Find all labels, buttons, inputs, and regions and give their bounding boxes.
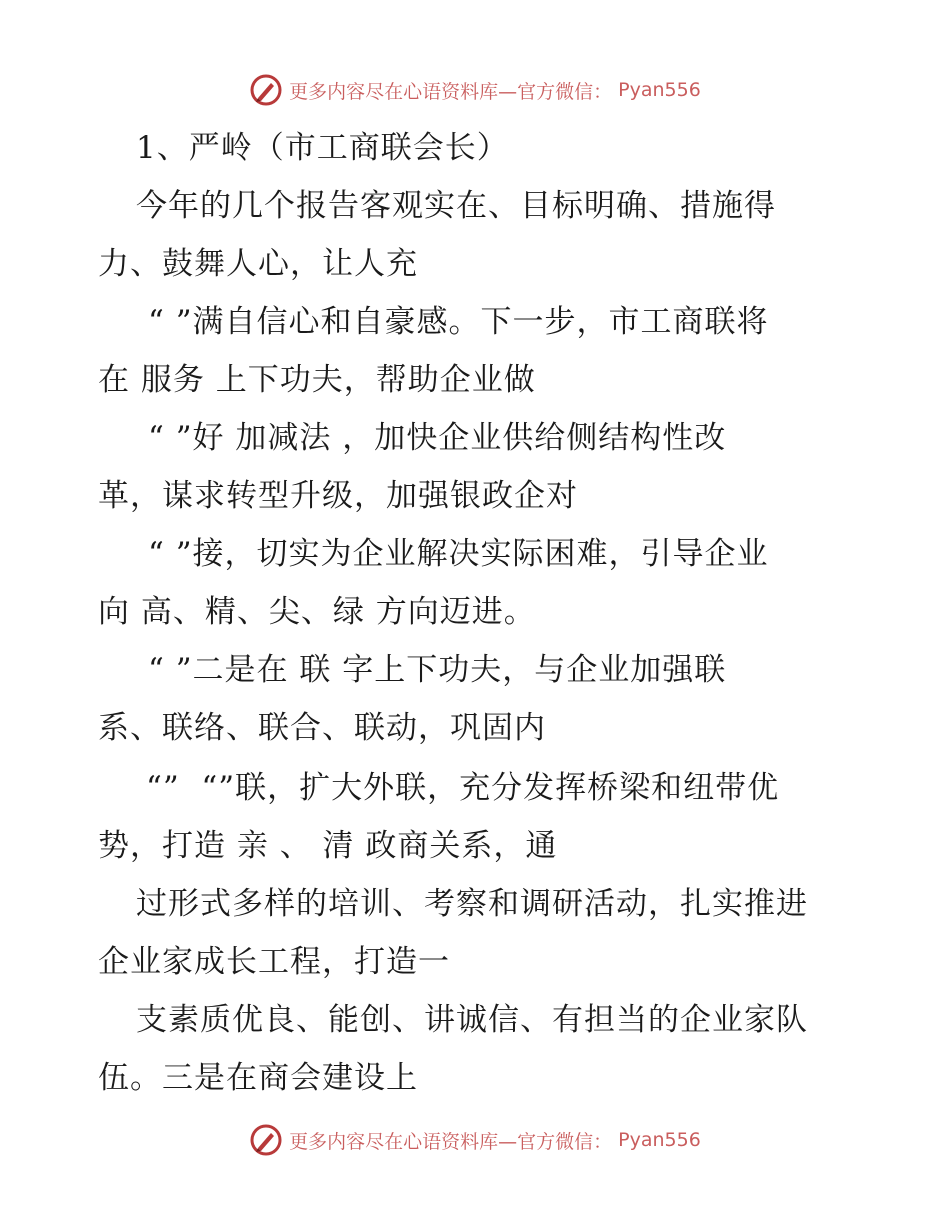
text-line: 过形式多样的培训、考察和调研活动，扎实推进: [136, 886, 808, 922]
watermark-footer: [0, 1120, 950, 1160]
text-line: 系、联络、联合、联动，巩固内: [98, 710, 546, 746]
text-line: “ ”好 加减法 ，加快企业供给侧结构性改: [148, 420, 727, 456]
text-line: 今年的几个报告客观实在、目标明确、措施得: [136, 188, 776, 224]
watermark-wechat-id: Pyan556: [618, 79, 701, 101]
text-line: 势，打造 亲 、 清 政商关系，通: [98, 828, 558, 864]
text-line: “ ”接，切实为企业解决实际困难，引导企业: [148, 536, 769, 572]
text-line: 力、鼓舞人心，让人充: [98, 246, 418, 282]
text-line: “” “”联，扩大外联，充分发挥桥梁和纽带优: [146, 770, 780, 806]
text-line: 企业家成长工程，打造一: [98, 944, 450, 980]
text-line: 伍。三是在商会建设上: [98, 1060, 418, 1096]
text-line: 革，谋求转型升级，加强银政企对: [98, 478, 578, 514]
text-line: 1、严岭（市工商联会长）: [136, 130, 509, 166]
pen-logo-icon: [249, 1123, 283, 1157]
pen-logo-icon: [249, 73, 283, 107]
text-line: 在 服务 上下功夫，帮助企业做: [98, 362, 536, 398]
watermark-text: 更多内容尽在心语资料库—官方微信：: [289, 1130, 613, 1153]
text-line: 向 高、精、尖、绿 方向迈进。: [98, 594, 536, 630]
watermark-text: 更多内容尽在心语资料库—官方微信：: [289, 80, 613, 103]
text-line: “ ”二是在 联 字上下功夫，与企业加强联: [148, 652, 727, 688]
text-line: “ ”满自信心和自豪感。下一步，市工商联将: [148, 304, 769, 340]
text-line: 支素质优良、能创、讲诚信、有担当的企业家队: [136, 1002, 808, 1038]
watermark-header: [0, 70, 950, 110]
watermark-wechat-id: Pyan556: [618, 1129, 701, 1151]
